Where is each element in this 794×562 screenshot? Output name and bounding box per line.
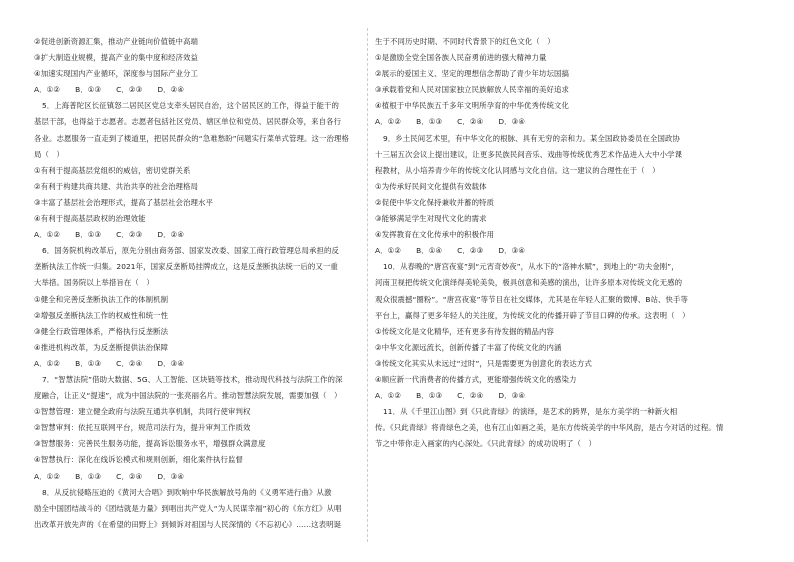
option-line: ③承载着党和人民对国家独立民族解放人民幸福的美好追求 — [375, 85, 569, 95]
answer-choices: A．①② B．①③ C．②③ D．②④ — [34, 230, 185, 240]
option-line: ④推进机构改革，为反垄断提供法治保障 — [34, 342, 169, 352]
question-8 — [34, 485, 356, 533]
question-text: 河南卫视把传统文化演绎得美轮美奂，极具创意和美感的演出，让许多原本对传统文化无感的 — [375, 278, 683, 288]
question-text: 11．从《千里江山图》到《只此青绿》的演绎，是艺术的跨界，是东方美学的一种新火相 — [383, 407, 678, 417]
question-text: 出改革开放先声的《在希望的田野上》到倾诉对祖国与人民深情的《不忘初心》……这表明诞 — [34, 519, 342, 529]
question-7 — [34, 372, 356, 485]
option-line: ④发挥教育在文化传承中的积极作用 — [375, 230, 495, 240]
right-column — [375, 34, 731, 452]
question-text: 度融合，让正义“提速”，成为中国法院的一张亮丽名片。推动智慧法院发展，需要加强（ ） — [34, 391, 342, 401]
option-line: ②有利于构建共商共建、共治共享的社会治理格局 — [34, 181, 199, 191]
question-text: 局（ ） — [34, 149, 64, 159]
question-text: 5．上海普陀区长征镇怒二居民区党总支牵头居民自治，这个居民区的工作，得益于能干的 — [42, 101, 339, 111]
question-5 — [34, 98, 356, 243]
option-line: ③传统文化其实从未远过“过时”，只是需要更为创意化的表达方式 — [375, 358, 592, 368]
answer-choices: A．①② B．①③ C．②③ D．②④ — [34, 85, 185, 95]
answer-choices: A．①② B．①④ C．②③ D．③④ — [375, 246, 526, 256]
answer-choices: A．①② B．①③ C．②④ D．③④ — [375, 117, 526, 127]
option-line: ①智慧管理：建立健全政府与法院互通共享机制，共同行使审判权 — [34, 407, 251, 417]
question-text: 大举措。国务院以上举措旨在（ ） — [34, 278, 154, 288]
question-text: 7．“智慧法院”借助大数据、5G、人工智能、区块链等技术，推动现代科技与法院工作的深 — [42, 374, 343, 384]
option-line: ①是激励全党全国各族人民奋勇前进的强大精神力量 — [375, 53, 547, 63]
option-line: ③健全行政管理体系，严格执行反垄断法 — [34, 326, 169, 336]
option-line: ①传统文化是文化精华，还有更多有待发掘的精品内容 — [375, 326, 555, 336]
question-text: 生于不同历史时期、不同时代背景下的红色文化（ ） — [375, 37, 555, 46]
option-line: ①为传承好民间文化提供有效载体 — [375, 181, 487, 191]
option-line: ④加速实现国内产业循环，深度参与国际产业分工 — [34, 69, 199, 79]
option-line: ③智慧服务：完善民生服务功能，提高诉讼服务水平，增强群众满意度 — [34, 439, 266, 449]
option-line: ①有利于提高基层党组织的威信，密切党群关系 — [34, 165, 191, 175]
option-line: ②促使中华文化保持兼收并蓄的特质 — [375, 197, 495, 207]
option-line: ④有利于提高基层政权的治理效能 — [34, 214, 146, 224]
option-line: ④顺应新一代消费者的传播方式，更能增强传统文化的感染力 — [375, 374, 577, 384]
question-text: 励全中国团结战斗的《团结就是力量》到唱出共产党人“为人民谋幸福”初心的《东方红》从唱 — [34, 503, 342, 513]
option-line: ②展示的爱国主义、坚定的理想信念帮助了青少年坊坛国搞 — [375, 69, 569, 79]
question-11 — [375, 404, 731, 452]
question-text: 8．从反抗侵略压迫的《黄河大合唱》到吹响中华民族解放号角的《义勇军进行曲》从激 — [42, 487, 332, 497]
option-line: ④植根于中华民族五千多年文明所孕育的中华优秀传统文化 — [375, 101, 569, 111]
question-text: 6．国务院机构改革后，原先分别由商务部、国家发改委、国家工商行政管理总局承担的反 — [42, 246, 339, 256]
question-text: 各业。志愿服务一直走到了楼道里，把居民群众的“急难愁盼”问题实行菜单式管理。这一治理格 — [34, 133, 349, 143]
question-text: 传。《只此青绿》将青绿色之美，也有江山如画之美，是东方传统美学的中华风韵，是古今对话的过程。情 — [375, 423, 724, 433]
answer-choices: A．①② B．①③ C．②④ D．③④ — [34, 471, 185, 481]
answer-choices: A．①② B．①③ C．②④ D．③④ — [375, 391, 526, 401]
question-text: 10．从春晚的“唐宫夜宴”到“元宵奇妙夜”，从水下的“洛神水赋”，到地上的“功夫金刚”， — [383, 262, 679, 272]
question-9 — [375, 131, 731, 260]
option-line: ③丰富了基层社会治理形式，提高了基层社会治理水平 — [34, 197, 214, 207]
option-line: ②促进创新资源汇集，推动产业链向价值链中高端 — [34, 37, 199, 46]
option-line: ③扩大制造业规模，提高产业的集中度和经济效益 — [34, 53, 199, 63]
question-text: 基层干部，也得益于志愿者。志愿者包括社区党员、辖区单位和党员、居民群众等，来自各行 — [34, 117, 342, 127]
question-text: 平台上，赢得了更多年轻人的关注度，为传统文化的传播开辟了节目口碑的传承。这表明（ ） — [375, 310, 690, 320]
left-column — [34, 34, 356, 533]
question-text: 节之中带你走入画家的内心深处。《只此青绿》的成功说明了（ ） — [375, 439, 597, 449]
option-line: ③能够满足学生对现代文化的需求 — [375, 214, 487, 224]
option-line: ②智慧审判：依托互联网平台，规范司法行为，提升审判工作质效 — [34, 423, 251, 433]
column-divider — [367, 28, 368, 542]
option-line: ②中华文化源远流长，创新传播了丰富了传统文化的内涵 — [375, 342, 562, 352]
question-text: 垄断执法工作统一归集。2021年，国家反垄断局挂牌成立，这是反垄断执法统一后的又一重 — [34, 262, 338, 272]
question-10 — [375, 259, 731, 404]
question-text: 观众很震撼“圈粉”。“唐宫夜宴”等节目在社交媒体，尤其是在年轻人汇聚的微博、B站、快手等 — [375, 294, 689, 304]
question-6 — [34, 243, 356, 372]
question-text: 十三届五次会议上提出建议，让更多民族民间音乐、戏曲等传统优秀艺术作品进入大中小学课 — [375, 149, 683, 159]
option-line: ①健全和完善反垄断执法工作的体制机制 — [34, 294, 169, 304]
question-text: 9．乡土民间艺术里，有中华文化的根脉、具有无穷的亲和力。某全国政协委员在全国政协 — [383, 133, 680, 143]
option-line: ②增强反垄断执法工作的权威性和统一性 — [34, 310, 169, 320]
option-line: ④智慧执行：深化在线诉讼模式和规则创新，细化案件执行监督 — [34, 455, 243, 465]
question-text: 程教材，从小培养青少年的传统文化认同感与文化自信。这一建议的合理性在于（ ） — [375, 165, 660, 175]
answer-choices: A．①② B．①③ C．②④ D．③④ — [34, 358, 185, 368]
